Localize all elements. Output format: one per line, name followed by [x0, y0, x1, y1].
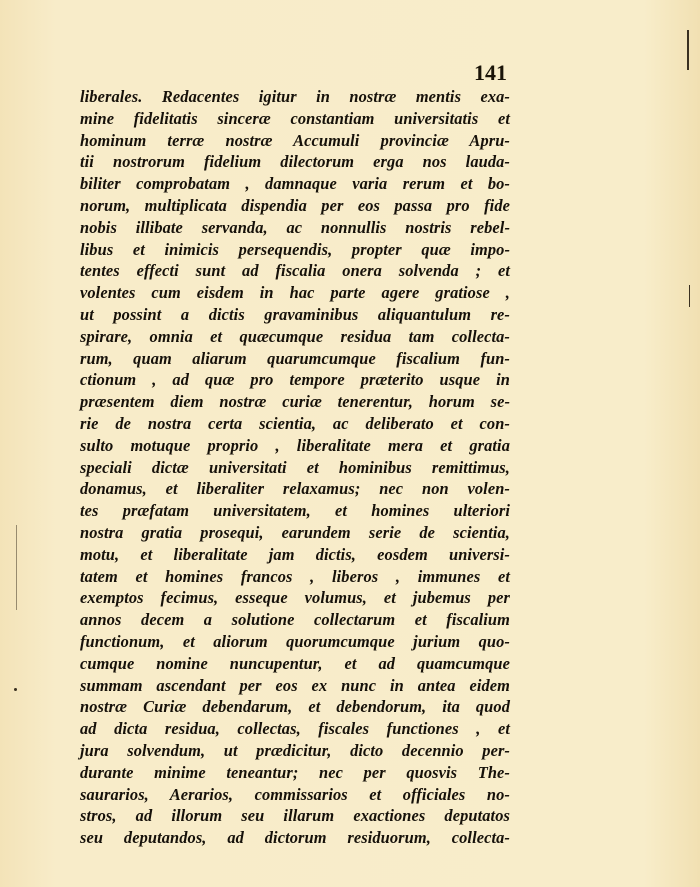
body-text — [80, 86, 510, 849]
page-number: 141 — [474, 60, 507, 85]
text-line: norum, multiplicata dispendia per eos passa pro fide — [80, 195, 510, 215]
scan-edge-mark — [14, 688, 17, 691]
text-line: functionum, et aliorum quorumcumque jurium quo- — [80, 631, 510, 651]
text-line: summam ascendant per eos ex nunc in antea eidem — [80, 675, 510, 695]
scan-edge-mark — [689, 285, 690, 307]
text-line: motu, et liberalitate jam dictis, eosdem universi- — [80, 544, 510, 564]
text-line: tatem et homines francos , liberos , immunes et — [80, 566, 510, 586]
text-line: præsentem diem nostræ curiæ tenerentur, horum se- — [80, 392, 510, 412]
text-line: biliter comprobatam , damnaque varia rerum et bo- — [80, 174, 510, 194]
text-line: mine fidelitatis sinceræ constantiam universitatis et — [80, 108, 510, 128]
text-line: donamus, et liberaliter relaxamus; nec non volen- — [80, 479, 510, 499]
text-line: seu deputandos, ad dictorum residuorum, collecta- — [80, 828, 510, 848]
text-line: spirare, omnia et quæcumque residua tam collecta- — [80, 326, 510, 346]
text-line: speciali dictæ universitati et hominibus remittimus, — [80, 457, 510, 477]
text-line: ctionum , ad quæ pro tempore præterito usque in — [80, 370, 510, 390]
text-line: saurarios, Aerarios, commissarios et officiales no- — [80, 784, 510, 804]
text-line: tentes effecti sunt ad fiscalia onera solvenda ; et — [80, 261, 510, 281]
text-line: tes præfatam universitatem, et homines ulteriori — [80, 501, 510, 521]
text-line: ad dicta residua, collectas, fiscales functiones , et — [80, 719, 510, 739]
text-line: liberales. Redacentes igitur in nostræ mentis exa- — [80, 87, 510, 106]
text-line: volentes cum eisdem in hac parte agere gratiose , — [80, 283, 510, 303]
text-line: libus et inimicis persequendis, propter quæ impo- — [80, 239, 510, 259]
text-line: annos decem a solutione collectarum et fiscalium — [80, 610, 510, 630]
text-line: ut possint a dictis gravaminibus aliquantulum re- — [80, 304, 510, 324]
text-line: nobis illibate servanda, ac nonnullis nostris rebel- — [80, 217, 510, 237]
text-line: rie de nostra certa scientia, ac deliberato et con- — [80, 413, 510, 433]
text-line: rum, quam aliarum quarumcumque fiscalium fun- — [80, 348, 510, 368]
text-line: cumque nomine nuncupentur, et ad quamcumque — [80, 653, 510, 673]
scan-edge-mark — [687, 30, 689, 70]
text-line: nostra gratia prosequi, earundem serie de scientia, — [80, 522, 510, 542]
text-line: stros, ad illorum seu illarum exactiones deputatos — [80, 806, 510, 826]
scan-edge-mark — [16, 525, 17, 610]
text-line: exemptos fecimus, esseque volumus, et jubemus per — [80, 588, 510, 608]
text-line: tii nostrorum fidelium dilectorum erga nos lauda- — [80, 152, 510, 172]
text-line: durante minime teneantur; nec per quosvis The- — [80, 762, 510, 782]
text-line: sulto motuque proprio , liberalitate mera et gratia — [80, 435, 510, 455]
text-line: nostræ Curiæ debendarum, et debendorum, ita quod — [80, 697, 510, 717]
text-line: hominum terræ nostræ Accumuli provinciæ Apru- — [80, 130, 510, 150]
text-line: jura solvendum, ut prædicitur, dicto decennio per- — [80, 740, 510, 760]
